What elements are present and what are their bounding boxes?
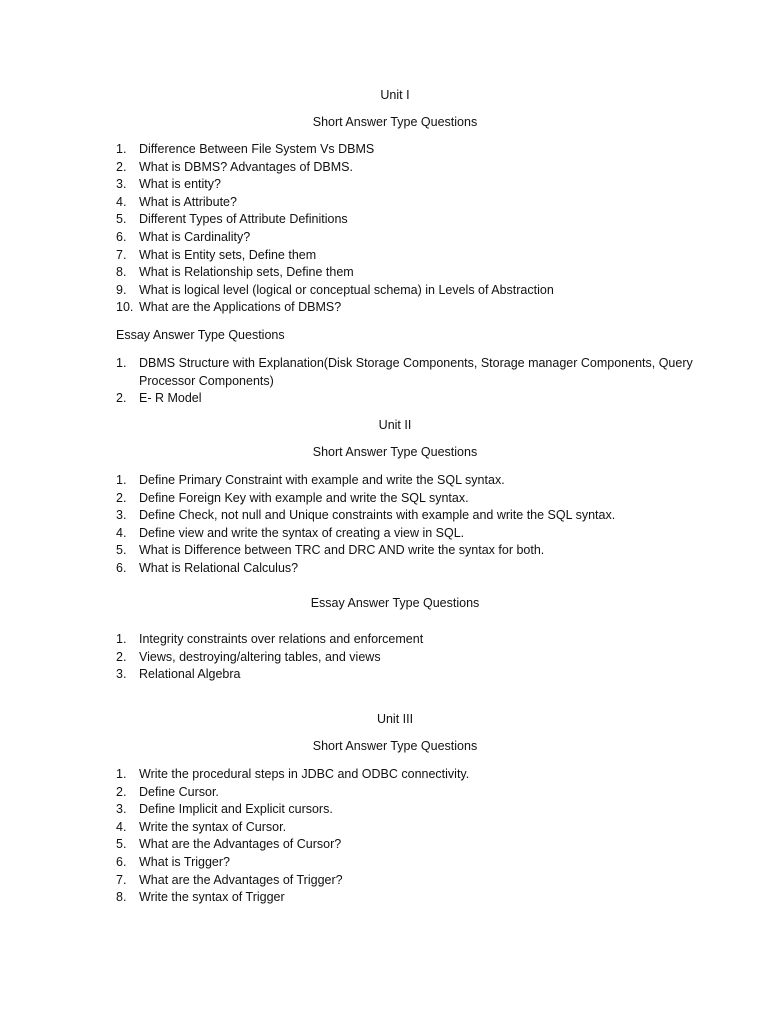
item-number: 6. bbox=[116, 229, 127, 244]
item-text: Different Types of Attribute Definitions bbox=[139, 212, 348, 227]
list-item bbox=[116, 176, 696, 194]
item-number: 1. bbox=[116, 142, 127, 156]
item-text: What is Relational Calculus? bbox=[139, 560, 299, 575]
item-number: 1. bbox=[116, 767, 127, 781]
item-text: What is Entity sets, Define them bbox=[139, 247, 317, 262]
list-item bbox=[116, 854, 696, 872]
item-text: What is Difference between TRC and DRC AND write the syntax for both. bbox=[139, 543, 545, 558]
item-text: What is Cardinality? bbox=[139, 229, 251, 244]
unit-title: Unit III bbox=[376, 712, 414, 726]
item-text: What is Attribute? bbox=[139, 194, 237, 209]
item-text: Define Cursor. bbox=[139, 784, 219, 799]
item-number: 3. bbox=[116, 802, 127, 817]
item-text: What is Trigger? bbox=[139, 854, 231, 869]
item-text: What is Relationship sets, Define them bbox=[139, 265, 354, 280]
item-text: Difference Between File System Vs DBMS bbox=[139, 142, 375, 156]
item-text: Views, destroying/altering tables, and views bbox=[139, 649, 381, 664]
list-item bbox=[116, 355, 696, 390]
essay-answer-heading: Essay Answer Type Questions bbox=[310, 596, 480, 610]
item-text: Define Check, not null and Unique constraints with example and write the SQL syntax. bbox=[139, 508, 616, 523]
unit-title: Unit I bbox=[380, 88, 410, 102]
list-item bbox=[116, 766, 696, 784]
item-text: What is DBMS? Advantages of DBMS. bbox=[139, 159, 353, 174]
item-text: What are the Advantages of Trigger? bbox=[139, 872, 343, 887]
list-item bbox=[116, 889, 696, 907]
item-number: 2. bbox=[116, 159, 127, 174]
unit1-essay-questions bbox=[116, 355, 696, 408]
item-number: 4. bbox=[116, 525, 127, 540]
item-number: 3. bbox=[116, 667, 127, 682]
unit1-short-questions bbox=[116, 141, 696, 317]
item-number: 1. bbox=[116, 356, 127, 370]
item-number: 7. bbox=[116, 872, 127, 887]
item-text: E- R Model bbox=[139, 391, 202, 406]
item-number: 7. bbox=[116, 247, 127, 262]
list-item bbox=[116, 282, 696, 300]
item-text: What is logical level (logical or conceptual schema) in Levels of Abstraction bbox=[139, 282, 554, 297]
item-number: 9. bbox=[116, 282, 127, 297]
short-answer-heading: Short Answer Type Questions bbox=[312, 115, 478, 129]
list-item bbox=[116, 490, 696, 508]
list-item bbox=[116, 542, 696, 560]
item-number: 6. bbox=[116, 560, 127, 575]
item-number: 8. bbox=[116, 890, 127, 905]
item-text: Integrity constraints over relations and enforcement bbox=[139, 632, 424, 646]
unit-title: Unit II bbox=[378, 418, 412, 432]
item-text: Define Implicit and Explicit cursors. bbox=[139, 802, 333, 817]
list-item bbox=[116, 819, 696, 837]
unit3-short-questions bbox=[116, 766, 696, 907]
list-item bbox=[116, 264, 696, 282]
item-number: 2. bbox=[116, 490, 127, 505]
list-item bbox=[116, 631, 696, 649]
item-number: 3. bbox=[116, 177, 127, 192]
item-number: 2. bbox=[116, 391, 127, 406]
list-item bbox=[116, 299, 696, 317]
list-item bbox=[116, 211, 696, 229]
list-item bbox=[116, 836, 696, 854]
unit2-essay-questions bbox=[116, 631, 696, 684]
item-text: What is entity? bbox=[139, 177, 221, 192]
list-item bbox=[116, 784, 696, 802]
item-text: Relational Algebra bbox=[139, 667, 241, 682]
list-item bbox=[116, 560, 696, 578]
list-item bbox=[116, 390, 696, 408]
item-text: Define view and write the syntax of creating a view in SQL. bbox=[139, 525, 465, 540]
item-number: 2. bbox=[116, 784, 127, 799]
item-number: 1. bbox=[116, 632, 127, 646]
item-number: 5. bbox=[116, 212, 127, 227]
list-item bbox=[116, 872, 696, 890]
list-item bbox=[116, 472, 696, 490]
short-answer-heading: Short Answer Type Questions bbox=[312, 445, 478, 459]
item-text: What are the Applications of DBMS? bbox=[139, 300, 342, 315]
list-item bbox=[116, 649, 696, 667]
list-item bbox=[116, 229, 696, 247]
item-number: 5. bbox=[116, 543, 127, 558]
list-item bbox=[116, 141, 696, 159]
list-item bbox=[116, 525, 696, 543]
item-number: 5. bbox=[116, 837, 127, 852]
list-item bbox=[116, 194, 696, 212]
item-text: Write the procedural steps in JDBC and ODBC connectivity. bbox=[139, 767, 470, 781]
unit2-short-questions bbox=[116, 472, 696, 578]
item-number: 8. bbox=[116, 265, 127, 280]
list-item bbox=[116, 507, 696, 525]
item-number: 10. bbox=[116, 300, 134, 315]
item-text: Define Foreign Key with example and write the SQL syntax. bbox=[139, 490, 469, 505]
item-number: 1. bbox=[116, 473, 127, 487]
item-text: What are the Advantages of Cursor? bbox=[139, 837, 342, 852]
short-answer-heading: Short Answer Type Questions bbox=[312, 739, 478, 753]
item-number: 4. bbox=[116, 819, 127, 834]
item-text: DBMS Structure with Explanation(Disk Storage Components, Storage manager Components, Query Processor Components) bbox=[139, 356, 693, 388]
list-item bbox=[116, 801, 696, 819]
item-number: 4. bbox=[116, 194, 127, 209]
list-item bbox=[116, 666, 696, 684]
item-number: 3. bbox=[116, 508, 127, 523]
item-text: Define Primary Constraint with example and write the SQL syntax. bbox=[139, 473, 505, 487]
list-item bbox=[116, 159, 696, 177]
item-text: Write the syntax of Trigger bbox=[139, 890, 285, 905]
list-item bbox=[116, 247, 696, 265]
item-number: 2. bbox=[116, 649, 127, 664]
item-number: 6. bbox=[116, 854, 127, 869]
item-text: Write the syntax of Cursor. bbox=[139, 819, 287, 834]
essay-answer-heading: Essay Answer Type Questions bbox=[116, 328, 285, 342]
